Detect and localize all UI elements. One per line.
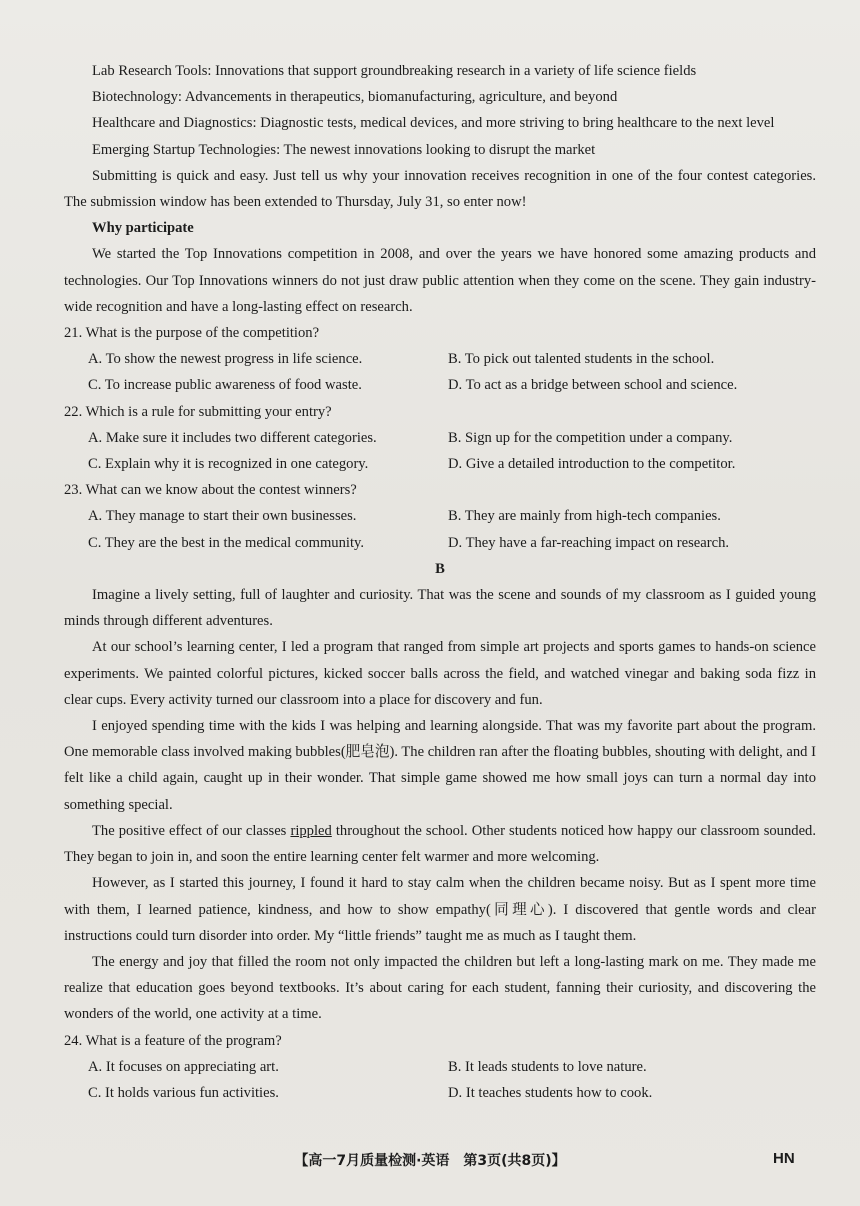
option-a: A. They manage to start their own businesses. xyxy=(88,508,357,525)
page-content xyxy=(64,58,816,1106)
option-d: D. Give a detailed introduction to the competitor. xyxy=(448,456,736,473)
option-grid xyxy=(64,425,816,477)
question-stem: 21. What is the purpose of the competition? xyxy=(64,325,320,342)
why-paragraph: We started the Top Innovations competition in 2008, and over the years we have honored some amazing products and technologies. Our Top Innovations winners do not just draw public attention when they come on the scene. They gain industry-wide recognition and have a long-lasting effect on research. xyxy=(64,246,816,315)
option-a: A. To show the newest progress in life science. xyxy=(88,351,363,368)
category-item: Healthcare and Diagnostics: Diagnostic tests, medical devices, and more striving to bring healthcare to the next level xyxy=(92,115,775,132)
question-stem: 24. What is a feature of the program? xyxy=(64,1032,282,1049)
option-c: C. It holds various fun activities. xyxy=(88,1084,279,1101)
option-c: C. Explain why it is recognized in one category. xyxy=(88,456,369,473)
submit-paragraph: Submitting is quick and easy. Just tell us why your innovation receives recognition in one of the four contest categories. The submission window has been extended to Thursday, July 31, so enter now! xyxy=(64,167,816,211)
passage-paragraph: However, as I started this journey, I found it hard to stay calm when the children became noisy. But as I spent more time with them, I learned patience, kindness, and how to show empathy(同理心). I discovered that gentle words and clear instructions could turn disorder into order. My “little friends” taught me as much as I taught them. xyxy=(64,875,816,944)
question-stem: 23. What can we know about the contest winners? xyxy=(64,482,357,499)
question-stem: 22. Which is a rule for submitting your entry? xyxy=(64,403,332,420)
option-b: B. To pick out talented students in the school. xyxy=(448,351,715,368)
section-label: B xyxy=(435,560,445,577)
option-d: D. They have a far-reaching impact on research. xyxy=(448,534,730,551)
option-b: B. They are mainly from high-tech companies. xyxy=(448,508,721,525)
option-d: D. To act as a bridge between school and science. xyxy=(448,377,738,394)
option-c: C. To increase public awareness of food waste. xyxy=(88,377,362,394)
option-c: C. They are the best in the medical community. xyxy=(88,534,364,551)
option-a: A. Make sure it includes two different categories. xyxy=(88,429,377,446)
option-b: B. It leads students to love nature. xyxy=(448,1058,647,1075)
passage-paragraph: At our school’s learning center, I led a program that ranged from simple art projects and sports games to hands-on science experiments. We painted colorful pictures, kicked soccer balls across the field, and watched vinegar and baking soda fizz in clear cups. Every activity turned our classroom into a place for discovery and fun. xyxy=(64,639,816,708)
option-grid xyxy=(64,1054,816,1106)
passage-paragraph: The energy and joy that filled the room not only impacted the children but left a long-lasting mark on me. They made me realize that education goes beyond textbooks. It’s about caring for each student, fanning their curiosity, and discovering the wonders of the world, one activity at a time. xyxy=(64,953,816,1023)
passage-paragraph: The positive effect of our classes rippled throughout the school. Other students noticed how happy our classroom sounded. They began to join in, and soon the entire learning center felt warmer and more welcoming. xyxy=(64,822,816,866)
option-d: D. It teaches students how to cook. xyxy=(448,1084,653,1101)
passage-paragraph: Imagine a lively setting, full of laughter and curiosity. That was the scene and sounds of my classroom as I guided young minds through different adventures. xyxy=(64,587,816,630)
option-grid xyxy=(64,346,816,398)
category-item: Biotechnology: Advancements in therapeutics, biomanufacturing, agriculture, and beyond xyxy=(92,89,618,106)
option-a: A. It focuses on appreciating art. xyxy=(88,1058,279,1075)
category-item: Lab Research Tools: Innovations that support groundbreaking research in a variety of life science fields xyxy=(92,63,697,79)
category-item: Emerging Startup Technologies: The newest innovations looking to disrupt the market xyxy=(92,141,596,158)
option-b: B. Sign up for the competition under a company. xyxy=(448,429,733,446)
footer-code: HN xyxy=(773,1150,795,1167)
underlined-word: rippled xyxy=(290,822,332,839)
option-grid xyxy=(64,503,816,555)
passage-paragraph: I enjoyed spending time with the kids I was helping and learning alongside. That was my favorite part about the program. One memorable class involved making bubbles(肥皂泡). The children ran after the floating bubbles, shouting with delight, and I felt like a child again, caught up in their wonder. That simple game showed me how small joys can turn a normal day into something special. xyxy=(64,718,816,813)
why-heading: Why participate xyxy=(92,220,194,237)
footer-page-info: 【高一7月质量检测·英语 第3页(共8页)】 xyxy=(294,1153,566,1169)
